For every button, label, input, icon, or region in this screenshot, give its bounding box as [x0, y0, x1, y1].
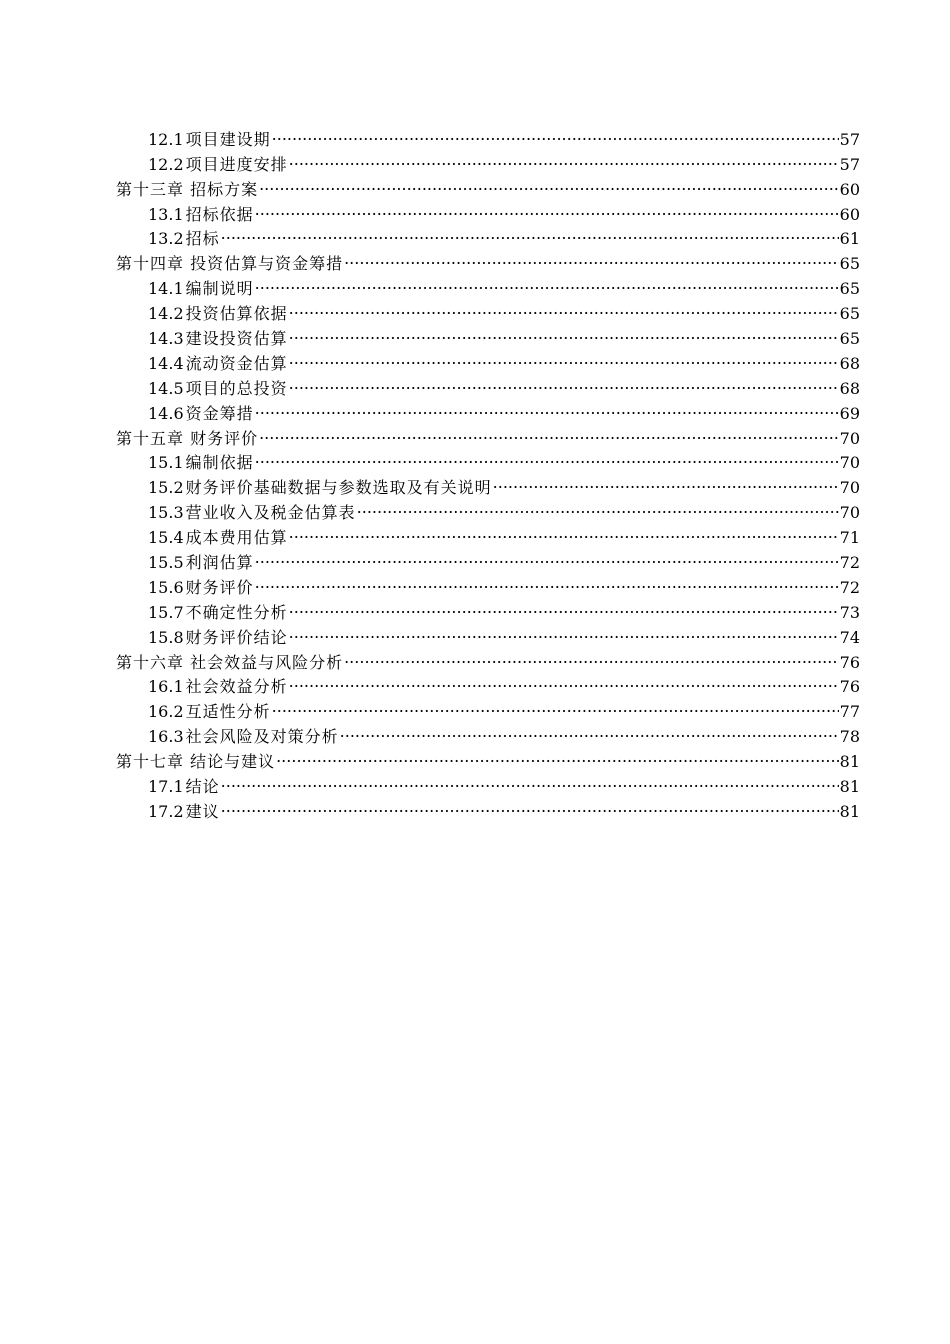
toc-entry-number: 15.3 [148, 503, 184, 523]
toc-entry-text: 财务评价结论 [185, 627, 288, 647]
toc-entry-text: 建设投资估算 [185, 329, 288, 349]
toc-entry-number: 14.6 [148, 403, 184, 423]
toc-entry-number: 15.4 [148, 528, 184, 548]
table-of-contents [116, 120, 860, 821]
toc-entry-number: 12.2 [148, 154, 184, 174]
toc-entry-title [148, 551, 254, 576]
toc-entry-title [148, 128, 271, 153]
toc-entry-number: 13.1 [148, 204, 184, 224]
toc-entry-number: 17.1 [148, 777, 184, 797]
toc-page-number: 81 [839, 752, 860, 772]
toc-entry-number: 12.1 [148, 129, 184, 149]
toc-entry-title [116, 178, 258, 203]
toc-entry-title [148, 327, 288, 352]
toc-page-number: 70 [839, 428, 860, 448]
toc-page-number: 60 [839, 204, 860, 224]
toc-entry-number: 15.7 [148, 602, 184, 622]
toc-entry-text: 招标依据 [185, 204, 254, 224]
toc-dot-leader [255, 444, 839, 469]
toc-page-number: 69 [839, 403, 860, 423]
toc-entry-title [148, 601, 288, 626]
toc-page-number: 77 [839, 702, 860, 722]
toc-section-entry[interactable] [116, 792, 860, 821]
toc-entry-number: 14.5 [148, 378, 184, 398]
toc-entry-number: 15.5 [148, 553, 184, 573]
toc-entry-text: 流动资金估算 [185, 353, 288, 373]
toc-entry-text: 利润估算 [185, 553, 254, 573]
toc-entry-number: 14.4 [148, 353, 184, 373]
toc-entry-number: 14.3 [148, 329, 184, 349]
toc-dot-leader [289, 344, 839, 369]
toc-entry-text: 第十三章 招标方案 [116, 179, 259, 199]
toc-section-entry[interactable] [116, 220, 860, 249]
toc-dot-leader [259, 419, 839, 444]
toc-entry-text: 项目的总投资 [185, 378, 288, 398]
toc-dot-leader [289, 369, 839, 394]
toc-entry-text: 编制依据 [185, 453, 254, 473]
toc-page-number: 78 [839, 727, 860, 747]
toc-entry-number: 13.2 [148, 229, 184, 249]
toc-dot-leader [344, 643, 839, 668]
toc-entry-number: 15.6 [148, 577, 184, 597]
toc-page-number: 76 [839, 652, 860, 672]
toc-entry-number: 15.1 [148, 453, 184, 473]
toc-page-number: 61 [839, 229, 860, 249]
toc-entry-text: 成本费用估算 [185, 528, 288, 548]
toc-dot-leader [344, 244, 839, 269]
toc-dot-leader [289, 618, 839, 643]
toc-dot-leader [221, 767, 839, 792]
toc-page-number: 57 [839, 154, 860, 174]
toc-entry-text: 结论 [185, 777, 220, 797]
toc-dot-leader [276, 742, 839, 767]
toc-entry-title [148, 352, 288, 377]
toc-entry-title [148, 700, 271, 725]
toc-dot-leader [259, 170, 839, 195]
toc-dot-leader [255, 394, 839, 419]
toc-page-number: 71 [839, 528, 860, 548]
toc-entry-text: 互适性分析 [185, 702, 271, 722]
toc-page-number: 76 [839, 677, 860, 697]
toc-dot-leader [493, 468, 839, 493]
toc-page-number: 72 [839, 577, 860, 597]
toc-entry-text: 财务评价基础数据与参数选取及有关说明 [185, 478, 492, 498]
toc-page-number: 65 [839, 329, 860, 349]
toc-page-number: 70 [839, 453, 860, 473]
toc-dot-leader [289, 294, 839, 319]
toc-page-number: 65 [839, 279, 860, 299]
toc-dot-leader [272, 120, 839, 145]
toc-page-number: 68 [839, 353, 860, 373]
toc-entry-title [148, 227, 220, 252]
toc-page-number: 74 [839, 627, 860, 647]
toc-dot-leader [289, 518, 839, 543]
toc-page-number: 60 [839, 179, 860, 199]
toc-dot-leader [289, 319, 839, 344]
toc-entry-title [148, 402, 254, 427]
toc-entry-title [148, 626, 288, 651]
toc-entry-text: 投资估算依据 [185, 304, 288, 324]
toc-dot-leader [255, 568, 839, 593]
toc-entry-title [148, 451, 254, 476]
toc-page-number: 72 [839, 553, 860, 573]
toc-entry-number: 16.2 [148, 702, 184, 722]
toc-entry-number: 17.2 [148, 801, 184, 821]
toc-section-entry[interactable] [116, 767, 860, 797]
toc-page-number: 68 [839, 378, 860, 398]
toc-entry-title [148, 576, 254, 601]
toc-entry-title [148, 302, 288, 327]
toc-dot-leader [289, 593, 839, 618]
toc-page-number: 70 [839, 503, 860, 523]
toc-entry-number: 14.1 [148, 279, 184, 299]
toc-dot-leader [255, 269, 839, 294]
toc-entry-text: 第十四章 投资估算与资金筹措 [116, 254, 344, 274]
toc-entry-number: 15.2 [148, 478, 184, 498]
toc-dot-leader [221, 220, 839, 245]
toc-entry-number: 15.8 [148, 627, 184, 647]
toc-entry-number: 16.1 [148, 677, 184, 697]
toc-entry-text: 第十五章 财务评价 [116, 428, 259, 448]
toc-page-number: 57 [839, 129, 860, 149]
toc-dot-leader [255, 543, 839, 568]
toc-entry-title [148, 277, 254, 302]
toc-dot-leader [289, 145, 839, 170]
toc-chapter-entry[interactable] [116, 244, 860, 274]
toc-entry-text: 不确定性分析 [185, 602, 288, 622]
toc-entry-title [148, 775, 220, 800]
toc-page-number: 73 [839, 602, 860, 622]
toc-entry-text: 项目进度安排 [185, 154, 288, 174]
toc-dot-leader [289, 668, 839, 693]
toc-entry-text: 项目建设期 [185, 129, 271, 149]
toc-entry-text: 社会风险及对策分析 [185, 727, 339, 747]
toc-dot-leader [255, 195, 839, 220]
toc-dot-leader [340, 717, 839, 742]
toc-page-number: 65 [839, 304, 860, 324]
toc-entry-text: 营业收入及税金估算表 [185, 503, 356, 523]
toc-page-number: 65 [839, 254, 860, 274]
toc-entry-text: 资金筹措 [185, 403, 254, 423]
toc-entry-title [148, 675, 288, 700]
toc-entry-text: 社会效益分析 [185, 677, 288, 697]
toc-entry-title [148, 800, 220, 825]
toc-entry-number: 14.2 [148, 304, 184, 324]
toc-dot-leader [221, 792, 839, 817]
toc-page-number: 70 [839, 478, 860, 498]
toc-dot-leader [272, 692, 839, 717]
toc-entry-text: 建议 [185, 801, 220, 821]
toc-dot-leader [357, 493, 839, 518]
toc-entry-text: 第十六章 社会效益与风险分析 [116, 652, 344, 672]
toc-section-entry[interactable] [116, 120, 860, 149]
toc-entry-text: 编制说明 [185, 279, 254, 299]
toc-entry-text: 财务评价 [185, 577, 254, 597]
toc-entry-number: 16.3 [148, 727, 184, 747]
toc-page-number: 81 [839, 777, 860, 797]
toc-entry-text: 招标 [185, 229, 220, 249]
toc-entry-title [116, 427, 258, 452]
toc-page-number: 81 [839, 801, 860, 821]
toc-entry-text: 第十七章 结论与建议 [116, 752, 276, 772]
